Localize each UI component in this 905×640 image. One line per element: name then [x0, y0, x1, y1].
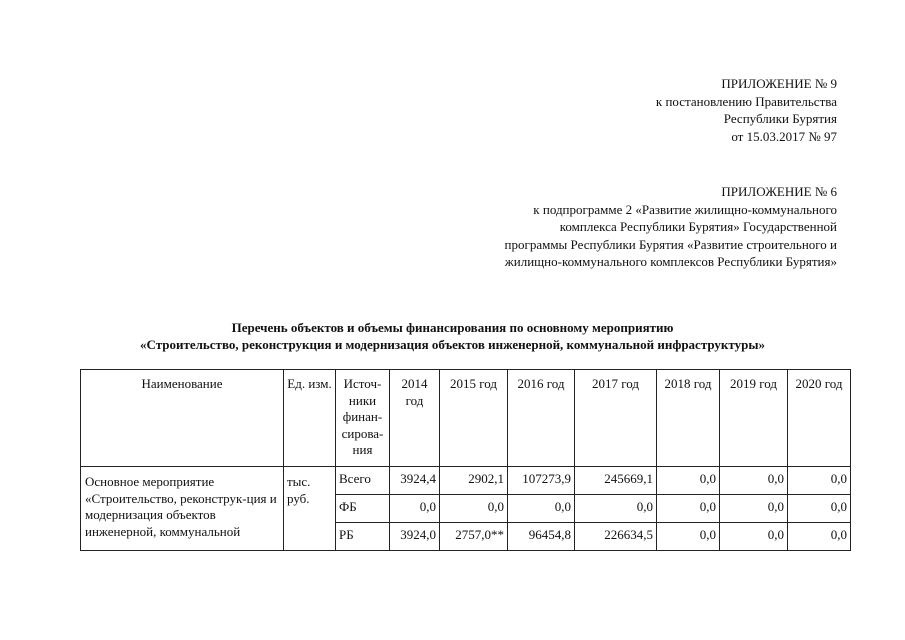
appendix-9-block	[656, 75, 837, 145]
header-cell-source: Источ-ники финан-сирова-ния	[336, 370, 390, 467]
appendix-9-line: Республики Бурятия	[723, 111, 837, 126]
appendix-6-line: комплекса Республики Бурятия» Государственной	[559, 219, 837, 234]
table-header-row	[81, 370, 851, 467]
value-cell: 0,0	[720, 523, 788, 551]
value-cell: 0,0	[788, 467, 851, 495]
value-cell: 0,0	[788, 523, 851, 551]
document-title-line: Перечень объектов и объемы финансирования по основному мероприятию	[231, 320, 674, 335]
document-title	[60, 319, 845, 353]
value-cell: 245669,1	[575, 467, 657, 495]
value-cell: 0,0	[657, 495, 720, 523]
header-cell-name: Наименование	[81, 370, 284, 467]
unit-cell: тыс. руб.	[284, 467, 336, 551]
table-row	[81, 467, 851, 495]
header-cell-2016: 2016 год	[508, 370, 575, 467]
appendix-9-date: от 15.03.2017 № 97	[731, 128, 837, 144]
financing-table	[80, 369, 851, 551]
value-cell: 0,0	[575, 495, 657, 523]
value-cell: 0,0	[657, 467, 720, 495]
appendix-6-line: программы Республики Бурятия «Развитие строительного и	[504, 236, 837, 252]
value-cell: 107273,9	[508, 467, 575, 495]
value-cell: 226634,5	[575, 523, 657, 551]
measure-name-cell: Основное мероприятие «Строительство, реконструк-ция и модернизация объектов инженерной, коммунальной	[81, 467, 284, 551]
header-cell-2020: 2020 год	[788, 370, 851, 467]
header-cell-2014: 2014 год	[390, 370, 440, 467]
header-cell-2019: 2019 год	[720, 370, 788, 467]
source-cell: ФБ	[336, 495, 390, 523]
value-cell: 0,0	[657, 523, 720, 551]
appendix-6-title: ПРИЛОЖЕНИЕ № 6	[721, 184, 837, 199]
value-cell: 0,0	[508, 495, 575, 523]
value-cell: 3924,0	[390, 523, 440, 551]
value-cell: 0,0	[440, 495, 508, 523]
header-cell-2017: 2017 год	[575, 370, 657, 467]
value-cell: 2902,1	[440, 467, 508, 495]
value-cell: 0,0	[720, 495, 788, 523]
appendix-9-title: ПРИЛОЖЕНИЕ № 9	[721, 76, 837, 91]
value-cell: 0,0	[390, 495, 440, 523]
value-cell: 2757,0**	[440, 523, 508, 551]
appendix-6-block	[505, 183, 837, 271]
value-cell: 3924,4	[390, 467, 440, 495]
value-cell: 0,0	[788, 495, 851, 523]
appendix-6-line: жилищно-коммунального комплексов Республики Бурятия»	[504, 254, 837, 269]
value-cell: 96454,8	[508, 523, 575, 551]
appendix-6-line: к подпрограмме 2 «Развитие жилищно-коммунального	[533, 201, 837, 217]
header-cell-2015: 2015 год	[440, 370, 508, 467]
document-title-line: «Строительство, реконструкция и модернизация объектов инженерной, коммунальной инфраструктуры»	[139, 337, 766, 352]
header-cell-unit: Ед. изм.	[284, 370, 336, 467]
header-cell-2018: 2018 год	[657, 370, 720, 467]
source-cell: РБ	[336, 523, 390, 551]
source-cell: Всего	[336, 467, 390, 495]
appendix-9-line: к постановлению Правительства	[655, 93, 837, 109]
value-cell: 0,0	[720, 467, 788, 495]
